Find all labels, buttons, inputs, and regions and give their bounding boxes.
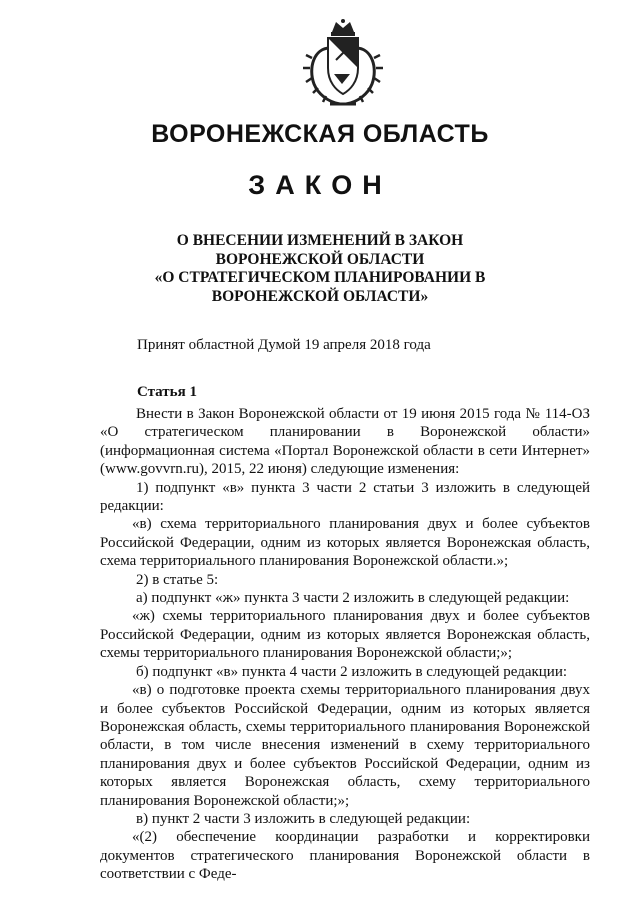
region-heading: ВОРОНЕЖСКАЯ ОБЛАСТЬ <box>151 120 489 148</box>
paragraph: «(2) обеспечение координации разработки и корректировки документов стратегического планирования Воронежской области в соответствии с Феде- <box>100 829 590 883</box>
paragraph: Внести в Закон Воронежской области от 19 июня 2015 года № 114-ОЗ «О стратегическом планировании в Воронежской области» (информационная система «Портал Воронежской области в сети Интернет» (www.govvrn.ru), 2015, 22 июня) следующие изменения: <box>100 406 590 478</box>
law-title-line: ВОРОНЕЖСКОЙ ОБЛАСТИ <box>215 250 425 268</box>
document-type-heading: ЗАКОН <box>248 170 392 200</box>
paragraph: а) подпункт «ж» пункта 3 части 2 изложить в следующей редакции: <box>136 590 570 607</box>
paragraph: б) подпункт «в» пункта 4 части 2 изложить в следующей редакции: <box>136 663 568 680</box>
law-title <box>150 232 490 306</box>
law-title-line: «О СТРАТЕГИЧЕСКОМ ПЛАНИРОВАНИИ В <box>154 269 486 286</box>
article-body <box>100 405 590 884</box>
paragraph: «ж) схемы территориального планирования двух и более субъектов Российской Федерации, одним из которых является Воронежская область, схемы территориального планирования Воронежской области;»; <box>100 608 590 662</box>
adoption-date-line: Принят областной Думой 19 апреля 2018 года <box>137 337 431 353</box>
paragraph: в) пункт 2 части 3 изложить в следующей редакции: <box>136 810 471 827</box>
law-title-line: О ВНЕСЕНИИ ИЗМЕНЕНИЙ В ЗАКОН <box>176 232 464 249</box>
law-title-line: ВОРОНЕЖСКОЙ ОБЛАСТИ» <box>211 287 429 305</box>
coat-of-arms-emblem <box>300 18 386 110</box>
paragraph: 1) подпункт «в» пункта 3 части 2 статьи 3 изложить в следующей редакции: <box>100 479 590 515</box>
paragraph: 2) в статье 5: <box>136 571 219 588</box>
article-heading: Статья 1 <box>137 384 197 400</box>
paragraph: «в) схема территориального планирования двух и более субъектов Российской Федерации, одним из которых является Воронежская область, схема территориального планирования Воронежской области.»; <box>100 516 590 570</box>
paragraph: «в) о подготовке проекта схемы территориального планирования двух и более субъектов Российской Федерации, одним из которых является Воронежская область, схемы территориального планирования Воронежской области, в том числе внесения изменений в схему территориального планирования двух и более субъектов Российской Федерации, одним из которых является Воронежская область, схему территориального планирования Воронежской области;»; <box>100 682 590 809</box>
